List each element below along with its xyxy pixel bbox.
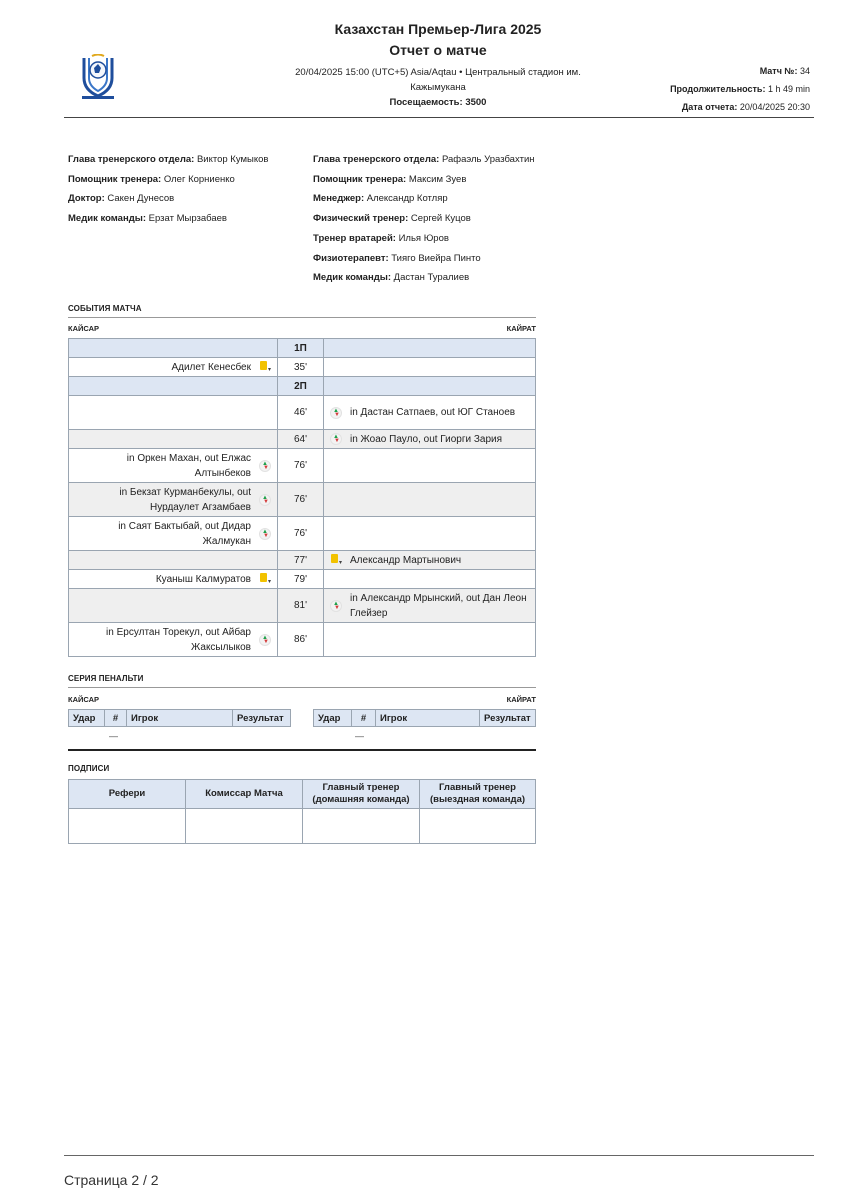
yellow-card-icon: ▾	[330, 554, 342, 566]
duration: 1 h 49 min	[767, 84, 810, 94]
staff-item: Доктор: Сакен Дунесов	[68, 193, 175, 205]
match-number: 34	[799, 66, 810, 76]
home-staff-list	[68, 150, 308, 229]
substitution-icon: ▲ ▼	[259, 528, 271, 540]
col-player: Игрок	[127, 710, 233, 727]
substitution-icon: ▲ ▼	[330, 600, 342, 612]
half-row	[69, 377, 536, 396]
attendance: Посещаемость: 3500	[389, 97, 487, 108]
league-logo-icon	[78, 54, 118, 100]
duration-label: Продолжительность:	[670, 84, 766, 94]
event-player: in Александр Мрынский, out Дан Леон Глейзер	[350, 592, 527, 619]
report-header	[64, 14, 814, 118]
match-info	[670, 62, 810, 116]
home-coach-header: Главный тренер (домашняя команда)	[303, 780, 420, 809]
event-minute: 79'	[278, 570, 324, 589]
event-minute: 35'	[278, 358, 324, 377]
match-datetime-venue: 20/04/2025 15:00 (UTC+5) Asia/Aqtau • Центральный стадион им. Кажымукана	[295, 67, 581, 93]
event-player: in Жоао Пауло, out Гиорги Зария	[350, 433, 503, 445]
events-table	[68, 338, 536, 657]
event-player: in Саят Бактыбай, out Дидар Жалмукан	[118, 520, 251, 547]
staff-item: Глава тренерского отдела: Виктор Кумыков	[68, 154, 269, 165]
event-player: in Дастан Сатпаев, out ЮГ Станоев	[350, 407, 516, 418]
events-section-title: СОБЫТИЯ МАТЧА	[68, 304, 142, 313]
staff-item: Тренер вратарей: Илья Юров	[313, 232, 449, 244]
report-title: Отчет о матче	[389, 42, 487, 58]
penalties-team-row	[68, 695, 536, 704]
home-coach-signature-cell	[303, 809, 420, 844]
staff-item: Медик команды: Ерзат Мырзабаев	[68, 213, 227, 225]
event-row	[69, 358, 536, 377]
referee-signature-cell	[69, 809, 186, 844]
event-player: in Оркен Махан, out Елжас Алтынбеков	[126, 452, 251, 479]
away-coach-signature-cell	[420, 809, 536, 844]
divider	[68, 317, 536, 318]
col-result: Результат	[233, 710, 291, 727]
col-number: #	[105, 710, 127, 727]
staff-item: Помощник тренера: Максим Зуев	[313, 173, 467, 185]
staff-item: Физиотерапевт: Тияго Виейра Пинто	[313, 252, 481, 264]
away-staff-list	[313, 150, 553, 288]
col-player: Игрок	[376, 710, 480, 727]
event-player: in Бекзат Курманбекулы, out Нурдаулет Агзамбаев	[119, 486, 251, 513]
event-player: Адилет Кенесбек	[171, 361, 251, 373]
away-team-name: КАЙРАТ	[506, 695, 536, 704]
yellow-card-icon: ▾	[259, 573, 271, 585]
divider	[68, 687, 536, 688]
report-date-label: Дата отчета:	[681, 102, 738, 112]
col-result: Результат	[480, 710, 536, 727]
match-number-line	[670, 62, 810, 80]
event-minute: 64'	[278, 430, 324, 449]
divider	[64, 1155, 814, 1156]
event-row	[69, 449, 536, 483]
staff-item: Менеджер: Александр Котляр	[313, 193, 448, 205]
signatures-section-title: ПОДПИСИ	[68, 764, 110, 773]
staff-item: Помощник тренера: Олег Корниенко	[68, 173, 235, 185]
away-penalties-empty: —	[355, 731, 364, 741]
event-row	[69, 483, 536, 517]
home-penalties-table	[68, 709, 291, 727]
col-number: #	[352, 710, 376, 727]
event-row	[69, 623, 536, 657]
title-block	[264, 20, 612, 110]
yellow-card-icon: ▾	[259, 361, 271, 373]
event-row	[69, 589, 536, 623]
staff-item: Медик команды: Дастан Туралиев	[313, 272, 470, 284]
away-penalties-table	[313, 709, 536, 727]
event-row	[69, 570, 536, 589]
home-team-name: КАЙСАР	[68, 324, 100, 333]
report-date: 20/04/2025 20:30	[739, 102, 810, 112]
half-label: 1П	[278, 339, 324, 358]
event-minute: 76'	[278, 483, 324, 517]
substitution-icon: ▲ ▼	[259, 494, 271, 506]
signatures-table	[68, 779, 536, 844]
event-player: in Ерсултан Торекул, out Айбар Жаксылыков	[106, 626, 251, 653]
event-minute: 77'	[278, 551, 324, 570]
substitution-icon: ▲ ▼	[259, 460, 271, 472]
commissioner-signature-cell	[186, 809, 303, 844]
event-player: Куаныш Калмуратов	[155, 573, 251, 585]
penalties-section-title: СЕРИЯ ПЕНАЛЬТИ	[68, 674, 144, 683]
staff-item: Физический тренер: Сергей Куцов	[313, 213, 471, 225]
event-row	[69, 551, 536, 570]
commissioner-header: Комиссар Матча	[186, 780, 303, 809]
staff-item: Глава тренерского отдела: Рафаэль Уразбахтин	[313, 154, 535, 165]
substitution-icon: ▲ ▼	[330, 407, 342, 419]
event-minute: 76'	[278, 517, 324, 551]
duration-line	[670, 80, 810, 98]
referee-header: Рефери	[69, 780, 186, 809]
half-label: 2П	[278, 377, 324, 396]
league-title: Казахстан Премьер-Лига 2025	[334, 21, 542, 37]
report-date-line	[670, 98, 810, 116]
col-kick: Удар	[69, 710, 105, 727]
home-penalties-empty: —	[109, 731, 118, 741]
page-number: Страница 2 / 2	[64, 1172, 159, 1188]
event-row	[69, 517, 536, 551]
event-minute: 86'	[278, 623, 324, 657]
match-number-label: Матч №:	[759, 66, 798, 76]
col-kick: Удар	[314, 710, 352, 727]
events-team-row	[68, 324, 536, 333]
event-row	[69, 396, 536, 430]
event-minute: 76'	[278, 449, 324, 483]
event-player: Александр Мартынович	[350, 554, 462, 566]
event-minute: 46'	[278, 396, 324, 430]
home-team-name: КАЙСАР	[68, 695, 100, 704]
substitution-icon: ▲ ▼	[259, 634, 271, 646]
away-team-name: КАЙРАТ	[506, 324, 536, 333]
half-row	[69, 339, 536, 358]
event-minute: 81'	[278, 589, 324, 623]
away-coach-header: Главный тренер (выездная команда)	[420, 780, 536, 809]
event-row	[69, 430, 536, 449]
divider	[68, 749, 536, 751]
substitution-icon: ▲ ▼	[330, 433, 342, 445]
